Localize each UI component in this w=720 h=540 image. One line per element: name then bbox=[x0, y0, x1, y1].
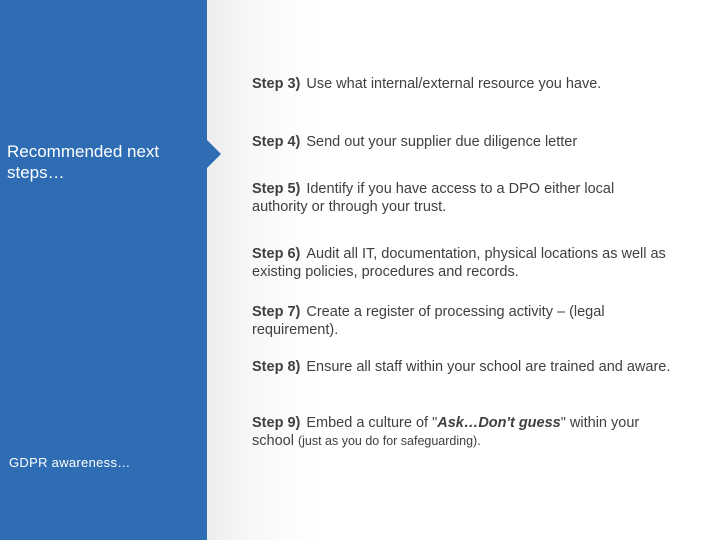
step-number: Step 9) bbox=[252, 415, 301, 431]
step-text: Identify if you have access to a DPO either local authority or through your trust. bbox=[252, 181, 615, 215]
sidebar-footer: GDPR awareness… bbox=[9, 455, 131, 470]
step-number: Step 3) bbox=[252, 76, 301, 92]
step-5 bbox=[252, 180, 672, 216]
step-number: Step 5) bbox=[252, 181, 301, 197]
step-text: Create a register of processing activity – (legal requirement). bbox=[252, 304, 605, 338]
sidebar-panel bbox=[0, 0, 207, 540]
step-number: Step 7) bbox=[252, 304, 301, 320]
step-6 bbox=[252, 245, 672, 281]
step-text-before: Embed a culture of " bbox=[306, 415, 438, 431]
pointer-arrow-icon bbox=[207, 140, 221, 168]
step-number: Step 4) bbox=[252, 134, 301, 150]
step-text: Ensure all staff within your school are trained and aware. bbox=[306, 359, 671, 375]
step-note: (just as you do for safeguarding). bbox=[297, 434, 481, 448]
step-7 bbox=[252, 303, 672, 339]
step-text: Use what internal/external resource you have. bbox=[306, 76, 602, 92]
step-9 bbox=[252, 414, 672, 450]
step-4 bbox=[252, 133, 672, 151]
step-emphasis: Ask…Don't guess bbox=[437, 415, 561, 431]
step-3 bbox=[252, 75, 672, 93]
step-8 bbox=[252, 358, 672, 376]
step-text-after: " within your school bbox=[252, 415, 640, 449]
step-text: Audit all IT, documentation, physical locations as well as existing policies, procedures and records. bbox=[252, 246, 666, 280]
sidebar-title: Recommended next steps… bbox=[7, 142, 160, 182]
step-text: Send out your supplier due diligence letter bbox=[306, 134, 578, 150]
step-number: Step 6) bbox=[252, 246, 301, 262]
step-number: Step 8) bbox=[252, 359, 301, 375]
